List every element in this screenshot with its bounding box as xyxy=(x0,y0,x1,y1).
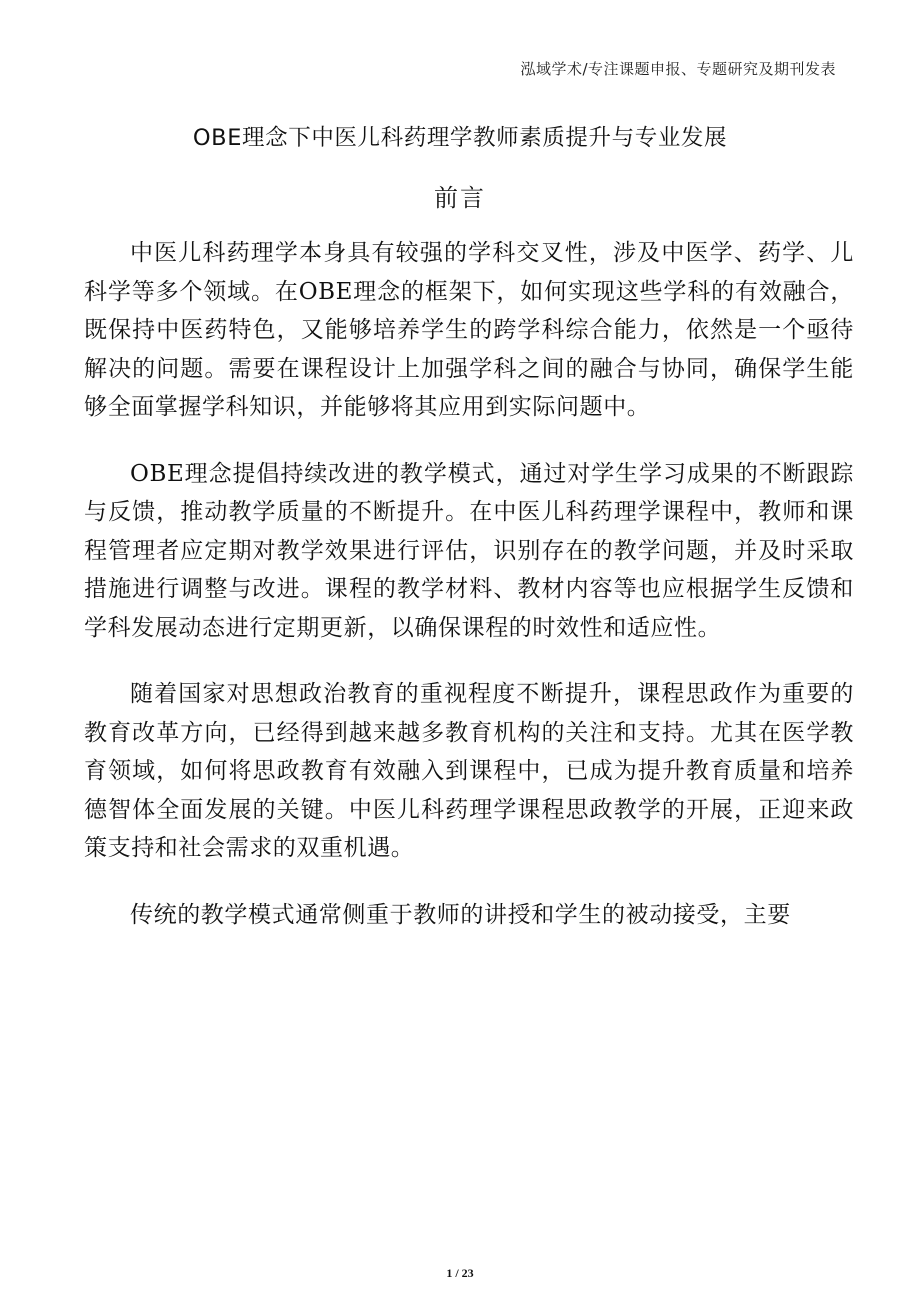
body-text xyxy=(84,234,854,962)
section-heading: 前言 xyxy=(434,184,486,212)
paragraph: OBE理念提倡持续改进的教学模式，通过对学生学习成果的不断跟踪与反馈，推动教学质量的不断提升。在中医儿科药理学课程中，教师和课程管理者应定期对教学效果进行评估，识别存在的教学问题，并及时采取措施进行调整与改进。课程的教学材料、教材内容等也应根据学生反馈和学科发展动态进行定期更新，以确保课程的时效性和适应性。 xyxy=(84,460,854,641)
page-header: 泓域学术/专注课题申报、专题研究及期刊发表 xyxy=(520,60,836,78)
document-title: OBE理念下中医儿科药理学教师素质提升与专业发展 xyxy=(192,125,728,151)
page-number: 1 / 23 xyxy=(446,1266,474,1280)
paragraph: 传统的教学模式通常侧重于教师的讲授和学生的被动接受，主要 xyxy=(130,901,791,928)
paragraph: 随着国家对思想政治教育的重视程度不断提升，课程思政作为重要的教育改革方向，已经得到越来越多教育机构的关注和支持。尤其在医学教育领域，如何将思政教育有效融入到课程中，已成为提升教育质量和培养德智体全面发展的关键。中医儿科药理学课程思政教学的开展，正迎来政策支持和社会需求的双重机遇。 xyxy=(84,681,854,861)
paragraph: 中医儿科药理学本身具有较强的学科交叉性，涉及中医学、药学、儿科学等多个领域。在OBE理念的框架下，如何实现这些学科的有效融合，既保持中医药特色，又能够培养学生的跨学科综合能力，依然是一个亟待解决的问题。需要在课程设计上加强学科之间的融合与协同，确保学生能够全面掌握学科知识，并能够将其应用到实际问题中。 xyxy=(84,240,854,420)
